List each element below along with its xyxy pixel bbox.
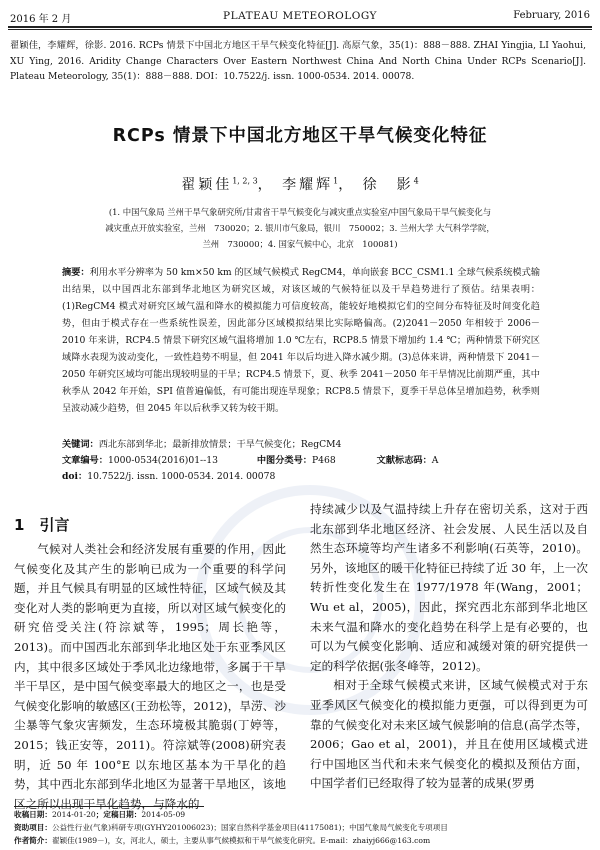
header-rule-thick: [8, 26, 592, 28]
keywords: [62, 437, 540, 453]
author-list: 翟颖佳$^{1, 2, 3}$， 李耀辉$^1$， 徐 影$^4$: [181, 176, 419, 193]
abstract: [62, 264, 540, 417]
header-rule-thin: [8, 29, 592, 30]
section-number: 1: [14, 516, 25, 534]
section-title: 引言: [39, 516, 70, 534]
author-name: 李耀辉: [282, 177, 334, 193]
abstract-label: 摘要：: [62, 267, 90, 278]
header-date-en: February, 2016: [513, 10, 590, 21]
article-meta: [62, 453, 438, 469]
author-name: 翟颖佳: [181, 177, 233, 193]
author-name: 徐 影: [362, 177, 414, 193]
affiliation-line: (1. 中国气象局 兰州干旱气象研究所/甘肃省干旱气候变化与减灾重点实验室/中国气象局干旱气候变化与: [108, 207, 492, 217]
affiliation-line: 兰州 730000；4. 国家气候中心，北京 100081): [202, 239, 398, 249]
keywords-label: 关键词：: [62, 439, 99, 450]
paper-title: RCPs 情景下中国北方地区干旱气候变化特征: [112, 126, 488, 146]
keywords-text: 西北东部到华北；最新排放情景；干旱气候变化；RegCM4: [98, 439, 342, 450]
received-label: 收稿日期：: [14, 810, 52, 819]
article-no-label: 文章编号：: [62, 455, 108, 466]
clc-label: 中图分类号：: [256, 455, 312, 466]
body-column-right: [310, 500, 588, 794]
author-bio: 翟颖佳(1989－)，女，河北人，硕士，主要从事气候模拟和干旱气候变化研究。E-mail：zhaiyj666@163.com: [51, 836, 431, 845]
affiliation-line: 减灾重点开放实验室，兰州 730020；2. 银川市气象局，银川 750002；3. 兰州大学 大气科学学院，: [105, 223, 495, 233]
paragraph: 持续减少以及气温持续上升存在密切关系，这对于西北东部到华北地区经济、社会发展、人民生活以及自然生态环境等均产生诸多不利影响(石英等，2010)。另外，该地区的暖干化特征已持续了近 30 年，上一次转折性变化发生在 1977/1978 年(Wang，2001；Wu et al，2005)，因此，探究西北东部到华北地区未来气温和降水的变化趋势在科学上是有必要的，也可以为气候变化影响、适应和减缓对策的研究提供一定的科学依据(张冬峰等，2012)。: [310, 502, 588, 673]
section-heading: [14, 514, 69, 535]
citation: 翟颖佳，李耀辉，徐影. 2016. RCPs 情景下中国北方地区干旱气候变化特征[J]. 高原气象，35(1)：888－888. ZHAI Yingjia, LI Yaohui, XU Ying, 2016. Aridity Change Characters Over Eastern Northwest China And North China Under RCPs Scenario[J]. Plateau Meteorology, 35(1)：888－888. DOI：10.7522/j. issn. 1000-0534. 2014. 00078.: [10, 40, 586, 82]
author-affil-mark: 1: [333, 176, 339, 186]
footnote-rule: [14, 806, 204, 807]
body-column-left: [14, 540, 286, 814]
doi-label: doi：: [62, 471, 88, 482]
clc-code: P468: [312, 455, 336, 466]
footnote-fund: [14, 821, 594, 834]
revised-date: 2014-05-09: [141, 810, 186, 819]
paragraph: 气候对人类社会和经济发展有重要的作用，因此气候变化及其产生的影响已成为一个重要的科学问题，并且气候具有明显的区域性特征，区域气候及其变化对人类的影响更为直接，所以对区域气候变化的研究倍受关注(符淙斌等，1995；周长艳等，2013)。而中国西北东部到华北地区处于东亚季风区内，其中很多区域处于季风北边缘地带，多属于干旱半干旱区，是中国气候变率最大的地区之一，也是受气候变化影响的敏感区(王劲松等，2012)，旱涝、沙尘暴等气象灾害频发，生态环境极其脆弱(丁婷等，2015；钱正安等，2011)。符淙斌等(2008)研究表明，近 50 年 100°E 以东地区基本为干旱化的趋势，其中西北东部到华北地区为显著干旱地区，该地区之所以出现干旱化趋势，与降水的: [14, 542, 286, 811]
author-affil-mark: 1, 2, 3: [232, 176, 258, 186]
journal-name: PLATEAU METEOROLOGY: [223, 10, 377, 22]
paragraph: 相对于全球气候模式来讲，区域气候模式对于东亚季风区气候变化的模拟能力更强，可以得到更为可靠的气候变化对未来区域气候影响的信息(高学杰等，2006；Gao et al，2001)，并且在使用区域模式进行中国地区当代和未来气候变化的模拟及预估方面，中国学者们已经取得了较为显著的成果(罗勇: [310, 678, 588, 791]
author-bio-label: 作者简介：: [14, 836, 52, 845]
received-date: 2014-01-20: [51, 810, 96, 819]
footnotes: [14, 808, 594, 847]
doi-value: 10.7522/j. issn. 1000-0534. 2014. 00078: [87, 471, 276, 482]
footnote-author: [14, 834, 594, 847]
doc-code-label: 文献标志码：: [376, 455, 432, 466]
header-date: 2016 年 2 月: [10, 14, 72, 25]
fund-text: 公益性行业(气象)科研专项(GYHY201006023)；国家自然科学基金项目(41175081)；中国气象局气候变化专项项目: [51, 823, 448, 832]
revised-label: ；定稿日期：: [95, 810, 142, 819]
abstract-text: 利用水平分辨率为 50 km×50 km 的区域气候模式 RegCM4，单向嵌套 BCC_CSM1.1 全球气候系统模式输出结果，以中国西北东部到华北地区为研究区域，对该区域的气候特征以及干旱趋势进行了预估。结果表明：(1)RegCM4 模式对研究区域气温和降水的模拟能力可信度较高，能较好地模拟它们的空间分布特征及时间变化趋势，但由于模式存在一些系统性误差，因此部分区域模拟结果比实际略偏高。(2)2041－2050 年相较于 2006－2010 年来讲，RCP4.5 情景下研究区域气温将增加 1.0 ℃左右，RCP8.5 情景下增加约 1.4 ℃；两种情景下研究区域降水表现为波动变化，一致性趋势不明显，但 2041 年以后均进入降水减少期。(3)总体来讲，两种情景下 2041－2050 年研究区域均可能出现较明显的干旱；RCP4.5 情景下，夏、秋季 2041－2050 年干旱情况比前期严重，其中秋季从 2042 年开始，SPI 值普遍偏低，有可能出现连旱现象；RCP8.5 情景下，夏季干旱总体呈增加趋势，秋季则呈波动减少趋势，但 2045 年以后秋季又转为较干期。: [62, 267, 541, 414]
footnote-dates: [14, 808, 594, 821]
author-affil-mark: 4: [413, 176, 419, 186]
affiliations: [50, 204, 550, 252]
doc-code: A: [431, 455, 439, 466]
article-no: 1000-0534(2016)01--13: [107, 455, 218, 466]
fund-label: 资助项目：: [14, 823, 52, 832]
